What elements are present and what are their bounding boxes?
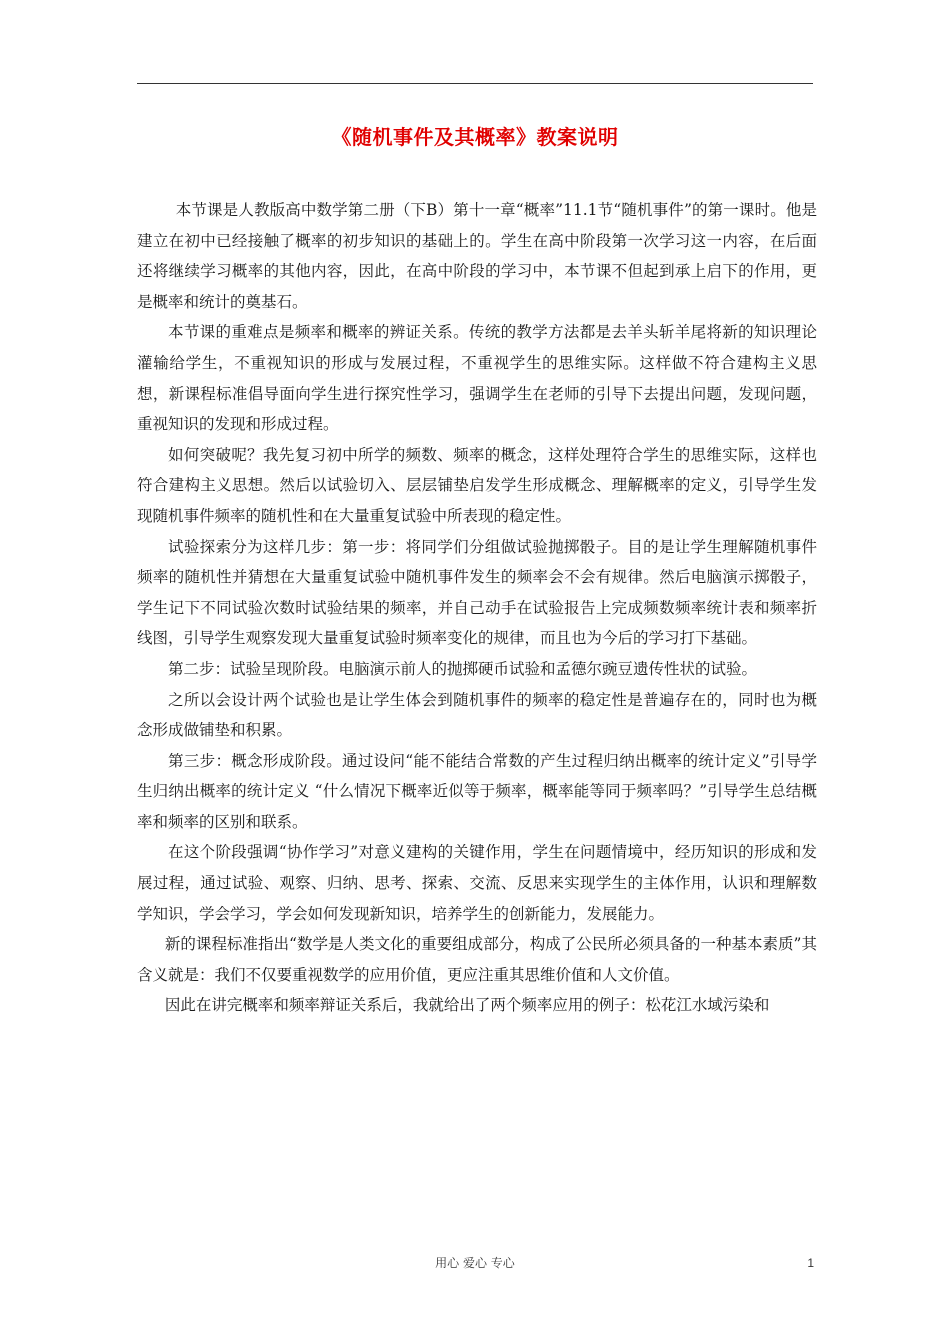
footer-motto: 用心 爱心 专心 bbox=[435, 1256, 515, 1270]
paragraph: 在这个阶段强调“协作学习”对意义建构的关键作用，学生在问题情境中，经历知识的形成和发展过程，通过试验、观察、归纳、思考、探索、交流、反思来实现学生的主体作用，认识和理解数学知识，学会学习，学会如何发现新知识，培养学生的创新能力，发展能力。 bbox=[137, 843, 817, 923]
paragraph: 之所以会设计两个试验也是让学生体会到随机事件的频率的稳定性是普遍存在的，同时也为概念形成做铺垫和积累。 bbox=[137, 690, 817, 740]
paragraph: 新的课程标准指出“数学是人类文化的重要组成部分，构成了公民所必须具备的一种基本素质”其含义就是：我们不仅要重视数学的应用价值，更应注重其思维价值和人文价值。 bbox=[137, 935, 817, 984]
paragraph: 第二步：试验呈现阶段。电脑演示前人的抛掷硬币试验和孟德尔豌豆遗传性状的试验。 bbox=[168, 659, 758, 678]
page-footer bbox=[0, 1253, 950, 1273]
paragraph: 本节课的重难点是频率和概率的辨证关系。传统的教学方法都是去羊头斩羊尾将新的知识理论灌输给学生，不重视知识的形成与发展过程，不重视学生的思维实际。这样做不符合建构主义思想，新课程标准倡导面向学生进行探究性学习，强调学生在老师的引导下去提出问题，发现问题，重视知识的发现和形成过程。 bbox=[137, 323, 817, 434]
document-title: 《随机事件及其概率》教案说明 bbox=[331, 125, 619, 149]
paragraph: 第三步：概念形成阶段。通过设问“能不能结合常数的产生过程归纳出概率的统计定义”引导学生归纳出概率的统计定义 “什么情况下概率近似等于频率，概率能等同于频率吗？”引导学生总结概率和频率的区别和联系。 bbox=[137, 751, 817, 831]
paragraph: 如何突破呢？我先复习初中所学的频数、频率的概念，这样处理符合学生的思维实际，这样也符合建构主义思想。然后以试验切入、层层铺垫启发学生形成概念、理解概率的定义，引导学生发现随机事件频率的随机性和在大量重复试验中所表现的稳定性。 bbox=[137, 445, 817, 525]
paragraph: 因此在讲完概率和频率辩证关系后，我就给出了两个频率应用的例子：松花江水域污染和 bbox=[164, 996, 770, 1015]
page-number: 1 bbox=[807, 1256, 814, 1270]
paragraph: 试验探索分为这样几步：第一步：将同学们分组做试验抛掷骰子。目的是让学生理解随机事件频率的随机性并猜想在大量重复试验中随机事件发生的频率会不会有规律。然后电脑演示掷骰子，学生记下不同试验次数时试验结果的频率，并自己动手在试验报告上完成频数频率统计表和频率折线图，引导学生观察发现大量重复试验时频率变化的规律，而且也为今后的学习打下基础。 bbox=[137, 537, 817, 648]
header-rule bbox=[137, 83, 813, 84]
paragraph: 本节课是人教版高中数学第二册（下B）第十一章“概率”11.1节“随机事件”的第一课时。他是建立在初中已经接触了概率的初步知识的基础上的。学生在高中阶段第一次学习这一内容，在后面还将继续学习概率的其他内容，因此，在高中阶段的学习中，本节课不但起到承上启下的作用，更是概率和统计的奠基石。 bbox=[137, 201, 817, 311]
document-body bbox=[137, 195, 817, 1021]
